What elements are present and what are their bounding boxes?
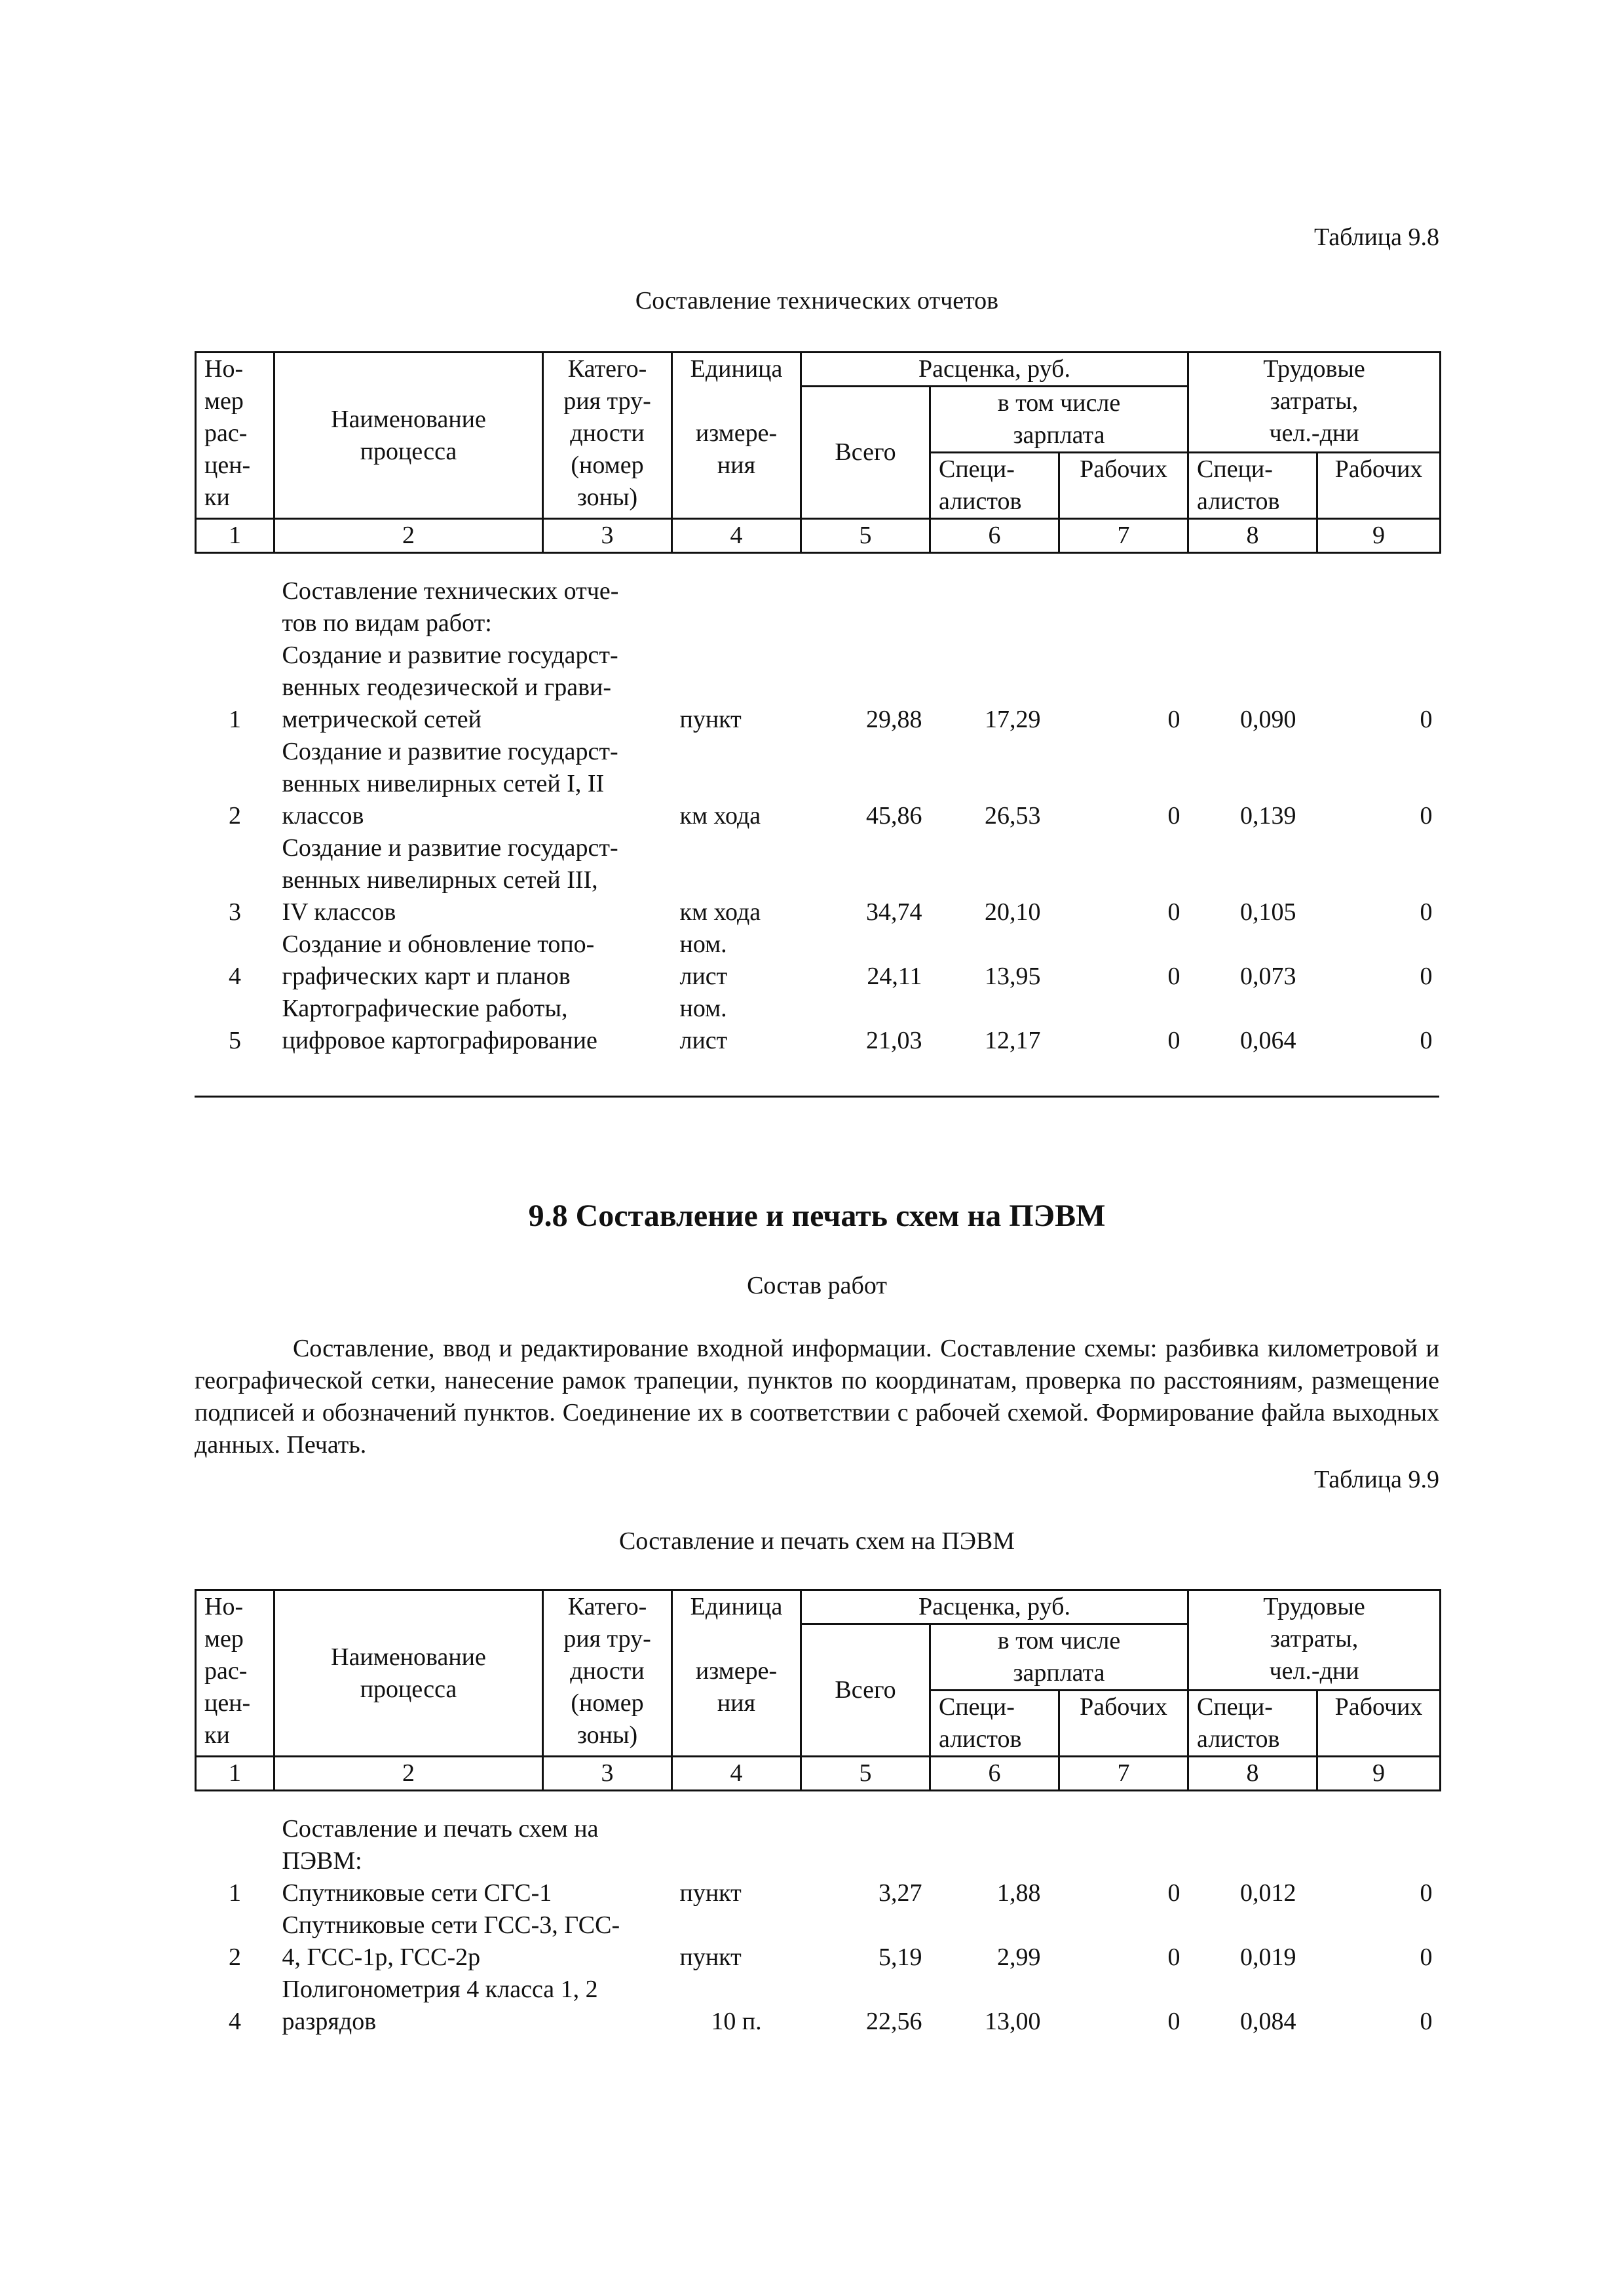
row-work-days: 0 [1420, 1026, 1433, 1054]
table2-title: Составление и печать схем на ПЭВМ [618, 1527, 1015, 1555]
row-name: Спутниковые сети СГС-1 [282, 1879, 552, 1907]
header-labor: Трудовые затраты, чел.-дни [1188, 1590, 1441, 1691]
row-spec: 17,29 [985, 705, 1041, 733]
col-number: 1 [196, 519, 274, 553]
header-category: Катего- рия тру- дности (номер зоны) [543, 1590, 672, 1757]
row-spec-days: 0,012 [1240, 1879, 1296, 1907]
row-unit: пункт [679, 1943, 742, 1971]
header-specialists: Специ- алистов [930, 1691, 1059, 1757]
row-num: 4 [229, 962, 241, 990]
table-row [196, 1877, 1441, 1909]
row-total: 21,03 [866, 1026, 922, 1054]
row-work-days: 0 [1420, 1943, 1433, 1971]
table-row [196, 640, 1441, 736]
row-work-days: 0 [1420, 801, 1433, 830]
table2-label: Таблица 9.9 [1313, 1466, 1439, 1493]
header-name: Наименование процесса [274, 1590, 543, 1757]
col-number: 3 [543, 519, 672, 553]
table-row [196, 736, 1441, 832]
header-num: Но- мер рас- цен- ки [196, 353, 274, 519]
row-total: 34,74 [866, 898, 922, 926]
col-number: 7 [1059, 519, 1188, 553]
header-name: Наименование процесса [274, 353, 543, 519]
table1-bottom-rule [195, 1096, 1439, 1098]
row-total: 22,56 [866, 2007, 922, 2035]
row-spec-days: 0,019 [1240, 1943, 1296, 1971]
row-spec-days: 0,084 [1240, 2007, 1296, 2035]
header-workers2: Рабочих [1317, 1691, 1441, 1757]
row-spec: 1,88 [997, 1879, 1041, 1907]
row-work: 0 [1167, 801, 1180, 830]
table2 [195, 1589, 1441, 2038]
row-spec: 13,00 [985, 2007, 1041, 2035]
col-number: 3 [543, 1757, 672, 1791]
group-row [196, 575, 1441, 640]
row-work: 0 [1167, 1879, 1180, 1907]
row-unit: км хода [679, 801, 761, 830]
row-spec: 12,17 [985, 1026, 1041, 1054]
header-specialists: Специ- алистов [930, 453, 1059, 519]
header-unit: Единица измере- ния [672, 1590, 801, 1757]
col-number: 5 [801, 519, 930, 553]
row-name: Создание и обновление топо- графических карт и планов [282, 930, 595, 990]
col-number: 2 [274, 1757, 543, 1791]
section-paragraph: Составление, ввод и редактирование входной информации. Составление схемы: разбивка километровой и географической сетки, нанесение рамок трапеции, пунктов по координатам, проверка по расстояниям, размещение подписей и обозначений пунктов. Соединение их в соответствии с рабочей схемой. Формирование файла выходных данных. Печать. [195, 1335, 1439, 1459]
col-number: 4 [672, 519, 801, 553]
table-row [196, 1909, 1441, 1974]
row-num: 1 [229, 705, 241, 733]
header-specialists2: Специ- алистов [1188, 453, 1317, 519]
header-specialists2: Специ- алистов [1188, 1691, 1317, 1757]
section-subheading: Состав работ [747, 1272, 887, 1299]
row-unit: пункт [679, 1879, 742, 1907]
row-work-days: 0 [1420, 705, 1433, 733]
row-spec: 2,99 [997, 1943, 1041, 1971]
header-price: Расценка, руб. [801, 1590, 1188, 1624]
col-number: 9 [1317, 1757, 1441, 1791]
row-work: 0 [1167, 705, 1180, 733]
col-number: 4 [672, 1757, 801, 1791]
table1 [195, 351, 1441, 1057]
row-work: 0 [1167, 1026, 1180, 1054]
section-heading: 9.8 Составление и печать схем на ПЭВМ [528, 1198, 1106, 1233]
header-workers2: Рабочих [1317, 453, 1441, 519]
row-work-days: 0 [1420, 2007, 1433, 2035]
row-num: 5 [229, 1026, 241, 1054]
table-row [196, 832, 1441, 928]
row-work: 0 [1167, 962, 1180, 990]
header-category: Катего- рия тру- дности (номер зоны) [543, 353, 672, 519]
row-num: 4 [229, 2007, 241, 2035]
col-number: 8 [1188, 1757, 1317, 1791]
header-labor: Трудовые затраты, чел.-дни [1188, 353, 1441, 453]
row-name: Создание и развитие государст- венных нивелирных сетей I, II классов [282, 737, 618, 830]
row-spec-days: 0,139 [1240, 801, 1296, 830]
header-price: Расценка, руб. [801, 353, 1188, 387]
row-total: 45,86 [866, 801, 922, 830]
table1-title: Составление технических отчетов [635, 287, 999, 315]
header-workers: Рабочих [1059, 1691, 1188, 1757]
table-row [196, 1974, 1441, 2038]
col-number: 2 [274, 519, 543, 553]
row-work: 0 [1167, 2007, 1180, 2035]
row-unit: км хода [679, 898, 761, 926]
col-number: 9 [1317, 519, 1441, 553]
table1-label: Таблица 9.8 [1313, 223, 1439, 251]
col-number: 8 [1188, 519, 1317, 553]
row-unit: ном. лист [679, 930, 728, 990]
col-number: 1 [196, 1757, 274, 1791]
col-number: 6 [930, 1757, 1059, 1791]
header-num: Но- мер рас- цен- ки [196, 1590, 274, 1757]
row-spec-days: 0,105 [1240, 898, 1296, 926]
row-unit: пункт [679, 705, 742, 733]
row-work: 0 [1167, 898, 1180, 926]
group-title: Составление и печать схем на ПЭВМ: [282, 1814, 599, 1875]
row-total: 5,19 [878, 1943, 922, 1971]
row-total: 29,88 [866, 705, 922, 733]
row-num: 2 [229, 801, 241, 830]
row-name: Создание и развитие государст- венных геодезической и грави- метрической сетей [282, 641, 618, 733]
table-row [196, 928, 1441, 993]
row-spec: 13,95 [985, 962, 1041, 990]
row-num: 1 [229, 1879, 241, 1907]
header-workers: Рабочих [1059, 453, 1188, 519]
row-name: Спутниковые сети ГСС-3, ГСС- 4, ГСС-1р, ГСС-2р [282, 1911, 620, 1971]
header-incl-salary: в том числе зарплата [930, 387, 1188, 453]
row-num: 3 [229, 898, 241, 926]
row-work-days: 0 [1420, 898, 1433, 926]
row-work-days: 0 [1420, 1879, 1433, 1907]
row-work-days: 0 [1420, 962, 1433, 990]
col-number: 7 [1059, 1757, 1188, 1791]
row-unit: ном. лист [679, 994, 728, 1054]
header-total: Всего [801, 387, 930, 519]
row-total: 24,11 [867, 962, 922, 990]
group-title: Составление технических отче- тов по видам работ: [282, 577, 619, 637]
group-row [196, 1813, 1441, 1877]
row-name: Полигонометрия 4 класса 1, 2 разрядов [282, 1975, 598, 2035]
col-number: 5 [801, 1757, 930, 1791]
header-incl-salary: в том числе зарплата [930, 1624, 1188, 1691]
row-unit: 10 п. [711, 2007, 762, 2035]
header-total: Всего [801, 1624, 930, 1757]
header-unit: Единица измере- ния [672, 353, 801, 519]
row-name: Создание и развитие государст- венных нивелирных сетей III, IV классов [282, 833, 618, 926]
row-name: Картографические работы, цифровое картографирование [282, 994, 597, 1054]
row-total: 3,27 [878, 1879, 922, 1907]
row-spec-days: 0,064 [1240, 1026, 1296, 1054]
row-work: 0 [1167, 1943, 1180, 1971]
table-row [196, 993, 1441, 1057]
row-num: 2 [229, 1943, 241, 1971]
row-spec: 20,10 [985, 898, 1041, 926]
col-number: 6 [930, 519, 1059, 553]
row-spec: 26,53 [985, 801, 1041, 830]
row-spec-days: 0,073 [1240, 962, 1296, 990]
row-spec-days: 0,090 [1240, 705, 1296, 733]
